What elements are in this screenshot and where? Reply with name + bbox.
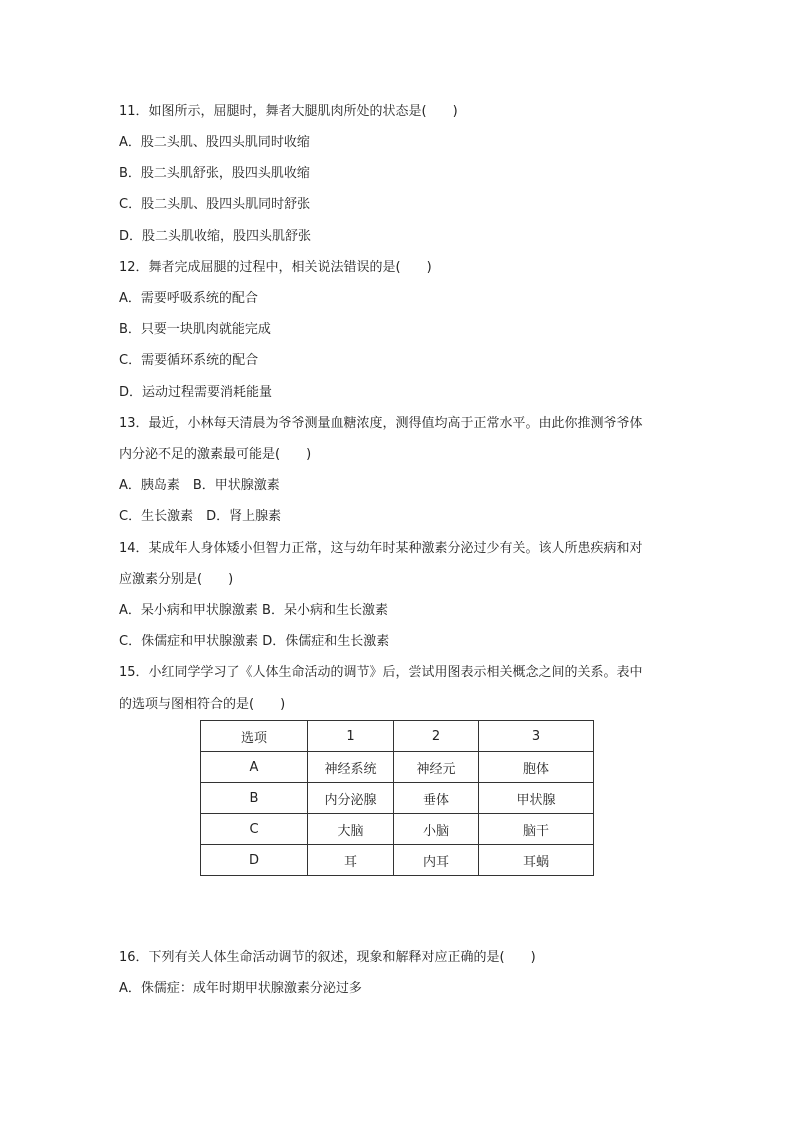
q12-option-c: C．需要循环系统的配合 <box>119 353 259 368</box>
q11-option-a: A．股二头肌、股四头肌同时收缩 <box>119 135 310 150</box>
q15-stem-line1: 15．小红同学学习了《人体生命活动的调节》后，尝试用图表示相关概念之间的关系。表中 <box>119 665 643 680</box>
table-cell: 大脑 <box>308 814 394 845</box>
table-cell: 内分泌腺 <box>308 783 394 814</box>
concept-options-table <box>200 720 594 876</box>
table-cell: D <box>201 845 308 876</box>
q14-options-ab: A．呆小病和甲状腺激素 B．呆小病和生长激素 <box>119 603 388 618</box>
q15-stem-line2: 的选项与图相符合的是( ) <box>119 697 286 712</box>
table-cell: 甲状腺 <box>479 783 594 814</box>
table-cell: 垂体 <box>394 783 479 814</box>
q13-options-cd: C．生长激素 D．肾上腺素 <box>119 509 282 524</box>
table-header-cell: 3 <box>479 721 594 752</box>
q12-option-d: D．运动过程需要消耗能量 <box>119 385 273 400</box>
q14-options-cd: C．侏儒症和甲状腺激素 D．侏儒症和生长激素 <box>119 634 390 649</box>
q11-stem: 11．如图所示，屈腿时，舞者大腿肌肉所处的状态是( ) <box>119 104 458 119</box>
table-cell: 脑干 <box>479 814 594 845</box>
q12-option-a: A．需要呼吸系统的配合 <box>119 291 258 306</box>
table-header-row <box>201 721 594 752</box>
table-row <box>201 814 594 845</box>
q13-stem-line2: 内分泌不足的激素最可能是( ) <box>119 447 312 462</box>
table-row <box>201 845 594 876</box>
q14-stem-line2: 应激素分别是( ) <box>119 572 234 587</box>
q12-option-b: B．只要一块肌肉就能完成 <box>119 322 271 337</box>
table-cell: 胞体 <box>479 752 594 783</box>
q11-option-c: C．股二头肌、股四头肌同时舒张 <box>119 197 311 212</box>
q11-option-b: B．股二头肌舒张，股四头肌收缩 <box>119 166 310 181</box>
table-header-cell: 选项 <box>201 721 308 752</box>
table-cell: 神经元 <box>394 752 479 783</box>
table-cell: A <box>201 752 308 783</box>
table-cell: 内耳 <box>394 845 479 876</box>
table-cell: B <box>201 783 308 814</box>
q16-option-a: A．侏儒症：成年时期甲状腺激素分泌过多 <box>119 981 362 996</box>
q11-option-d: D．股二头肌收缩，股四头肌舒张 <box>119 229 312 244</box>
table-cell: 神经系统 <box>308 752 394 783</box>
table-header-cell: 1 <box>308 721 394 752</box>
table-row <box>201 752 594 783</box>
table-cell: 小脑 <box>394 814 479 845</box>
table-cell: C <box>201 814 308 845</box>
table-cell: 耳 <box>308 845 394 876</box>
table-header-cell: 2 <box>394 721 479 752</box>
q13-stem-line1: 13．最近，小林每天清晨为爷爷测量血糖浓度，测得值均高于正常水平。由此你推测爷爷体 <box>119 416 643 431</box>
table-row <box>201 783 594 814</box>
q12-stem: 12．舞者完成屈腿的过程中，相关说法错误的是( ) <box>119 260 432 275</box>
q14-stem-line1: 14．某成年人身体矮小但智力正常，这与幼年时某种激素分泌过少有关。该人所患疾病和对 <box>119 541 643 556</box>
q13-options-ab: A．胰岛素 B．甲状腺激素 <box>119 478 280 493</box>
q16-stem: 16．下列有关人体生命活动调节的叙述，现象和解释对应正确的是( ) <box>119 950 536 965</box>
table-cell: 耳蜗 <box>479 845 594 876</box>
